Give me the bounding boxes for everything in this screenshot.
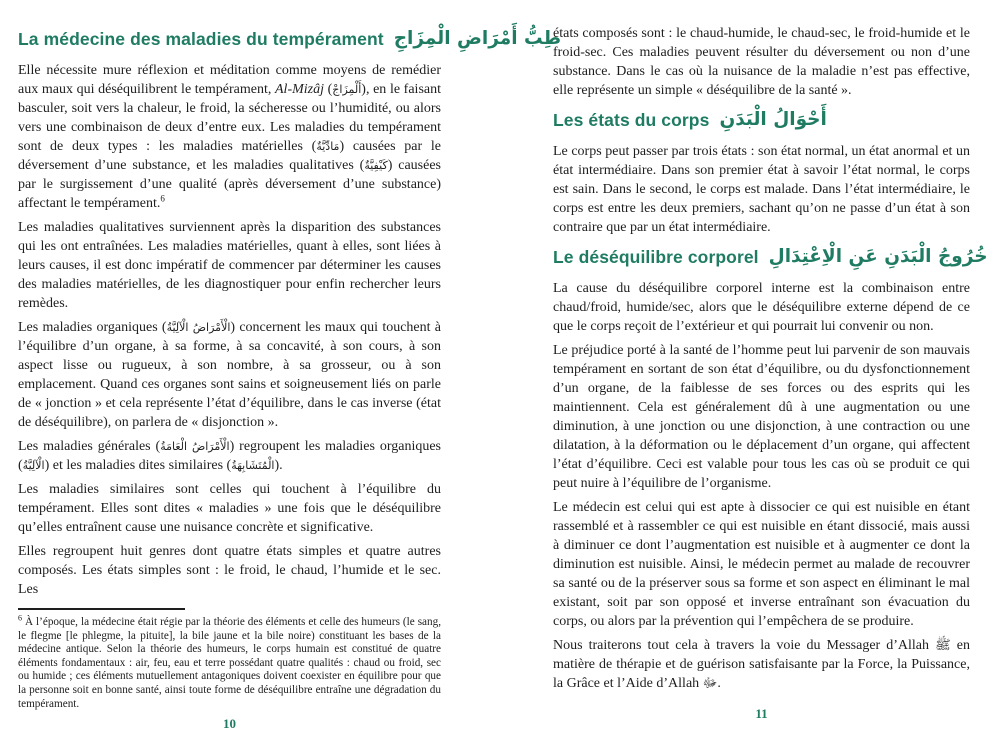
text-run: Les maladies organiques (	[18, 320, 167, 335]
arabic-term: الْآلِيَّةُ	[22, 459, 45, 472]
page-left	[18, 24, 561, 732]
text-run: .	[717, 676, 721, 691]
chapter-heading	[18, 28, 561, 50]
honorific-saw-symbol: ﷺ	[935, 638, 951, 653]
page-number-right: 11	[755, 706, 768, 721]
arabic-term: الْمُتَشَابِهَةُ	[231, 459, 275, 472]
whitespace	[553, 698, 970, 701]
footnote-text	[18, 613, 442, 711]
text-run: Nous traiterons tout cela à travers la voie du Messager d’Allah	[553, 638, 936, 653]
page-number-left: 10	[223, 716, 236, 732]
arabic-term: الْأَمْرَاضُ الْآلِيَّةُ	[166, 321, 231, 334]
section-heading-french: Le déséquilibre corporel	[553, 247, 759, 267]
text-run: Elle nécessite mure réflexion et méditation comme moyens de remédier aux maux qui déséquilibrent le tempérament,	[18, 63, 441, 97]
text-run: À l’époque, la médecine était régie par la théorie des éléments et celle des humeurs (le sang, le flegme [le phlegme, la pituite], la bile jaune et la bile noire) constituant les bases de la médecine antique. Selon la théorie des humeurs, le corps humain est constitué de quatre éléments fondamentaux : air, feu, eau et terre possédant quatre qualités : chaud ou froid, sec ou humide ; ces éléments mutuellement antagoniques doivent coexister en équilibre pour que la personne soit en bonne santé, ainsi toute forme de déséquilibre entraîne une dégradation du tempérament.	[18, 616, 442, 710]
transliteration-italic: Al-Mizâj	[275, 82, 324, 97]
chapter-heading-french: La médecine des maladies du tempérament	[18, 29, 384, 49]
footnote-marker: 6	[18, 613, 22, 623]
body-paragraph: Le préjudice porté à la santé de l’homme peut lui parvenir de son mauvais tempérament en sortant de son état d’équilibre, ou du dysfonctionnement d’un organe, de la faiblesse de ses forces ou des esprits qui les maintiennent. Cela est généralement dû à une augmentation ou une diminution, à une jonction ou une disjonction, à une contraction ou une dilatation, à la déformation ou le déplacement d’un organe, qui affectent l’état d’équilibre. Ceci est valable pour tous les cas où se produit ce qui peut nuire à l’équilibre de l’organisme.	[553, 343, 970, 491]
section-heading-arabic: أَحْوَالُ الْبَدَنِ	[719, 109, 827, 131]
section-heading-french: Les états du corps	[553, 110, 710, 130]
body-paragraph: Elles regroupent huit genres dont quatre états simples et quatre autres composés. Les états simples sont : le froid, le chaud, l’humide et le sec. Les	[18, 544, 441, 597]
body-paragraph: Les maladies qualitatives surviennent après la disparition des substances qui les ont entraînées. Les maladies matérielles, quant à elles, sont liées à leurs causes, il est donc impératif de commencer par déterminer les causes des maladies matérielles, de les diagnostiquer pour enfin rechercher leurs remèdes.	[18, 220, 441, 311]
text-run: (	[324, 82, 333, 97]
body-paragraph: La cause du déséquilibre corporel interne est la combinaison entre chaud/froid, humide/sec, alors que le déséquilibre externe dépend de ce que le corps reçoit de l’extérieur et qui pourrait lui convenir ou non.	[553, 281, 970, 334]
body-paragraph: Le médecin est celui qui est apte à dissocier ce qui est nuisible en étant rassemblé et à rassembler ce qui est nuisible en étant dissocié, mais aussi à diminuer ce dont l’augmentation est nuisible et à augmenter ce dont la diminution est nuisible. Ainsi, le médecin permet au malade de recouvrer sa santé ou de la préserver sous sa forme et son aspect en éliminant le mal existant, soit par son opposé et inverse entraînant son évacuation du corps, ou alors par la prévention qui l’empêchera de se produire.	[553, 500, 970, 629]
text-run: ), en le faisant basculer, soit vers la chaleur, le froid, la sécheresse ou l’humidité, ou alors vers une combinaison de deux d’entre eux. Les maladies du tempérament sont de deux types : les maladies matérielles (	[18, 82, 441, 154]
body-paragraph: états composés sont : le chaud-humide, le chaud-sec, le froid-humide et le froid-sec. Ces maladies peuvent résulter du déversement ou non d’une substance. Dans le cas où la nuisance de la maladie n’est pas effective, elle représente un simple « déséquilibre de la santé ».	[553, 26, 970, 98]
section-heading-arabic: خُرُوجُ الْبَدَنِ عَنِ الْاِعْتِدَالِ	[768, 246, 988, 268]
text-run: ).	[274, 458, 283, 473]
body-paragraph: Le corps peut passer par trois états : son état normal, un état anormal et un état intermédiaire. Dans son premier état à savoir l’état normal, le corps est sain. Dans le second, le corps est malade. Dans l’état intermédiaire, le corps est entre les deux premiers, sachant qu’on ne passe d’un état à son contraire que par un état intermédiaire.	[553, 144, 970, 235]
section-heading-body-imbalance	[553, 246, 988, 268]
arabic-term: كَيْفِيَّةٌ	[364, 159, 388, 172]
chapter-heading-arabic: طِبُّ أَمْرَاضِ الْمِزَاجِ	[393, 28, 561, 50]
section-heading-body-states	[553, 110, 970, 131]
footnote-reference: 6	[160, 193, 165, 204]
footnote-separator	[18, 608, 185, 610]
text-run: ) concernent les maux qui touchent à l’équilibre d’un organe, à sa forme, à sa concavité, à son cours, à son aspect lisse ou rugueux, à son nombre, à sa grosseur, ou à son emplacement. Quand ces organes sont sains et soigneusement liés on parle de « jonction » et cela représente l’état d’équilibre, dans le cas inverse (état de déséquilibre), on parlera de « disjonction ».	[18, 320, 441, 430]
text-run: ) et les maladies dites similaires (	[44, 458, 232, 473]
honorific-jalla-symbol: ﷻ	[702, 676, 718, 691]
text-run: ) causées par le surgissement d’une qualité (après déversement d’une substance) affectant le tempérament.	[18, 158, 441, 211]
footnote-block	[18, 608, 441, 711]
text-run: en matière de thérapie et de guérison satisfaisante par la Force, la Puissance, la Grâce et l’Aide d’Allah	[553, 638, 970, 691]
arabic-term: أَلْمِزَاجْ	[332, 83, 362, 96]
body-paragraph	[18, 61, 441, 213]
arabic-term: مَادِّيَّةٌ	[316, 140, 340, 153]
text-run: ) causées par le déversement d’une substance, et les maladies qualitatives (	[18, 139, 441, 173]
page-right	[553, 24, 988, 722]
body-paragraph	[553, 636, 970, 693]
text-run: ) regroupent les maladies organiques (	[18, 439, 441, 473]
body-paragraph	[18, 318, 441, 432]
text-run: Les maladies générales (	[18, 439, 161, 454]
body-paragraph	[18, 437, 441, 475]
body-paragraph: Les maladies similaires sont celles qui touchent à l’équilibre du tempérament. Elles sont dites « maladies » une fois que le déséquilibre qu’elles entraînent cause une nuisance concrète et significative.	[18, 482, 441, 535]
arabic-term: الْأَمْرَاضُ الْعَامَةُ	[160, 440, 230, 453]
